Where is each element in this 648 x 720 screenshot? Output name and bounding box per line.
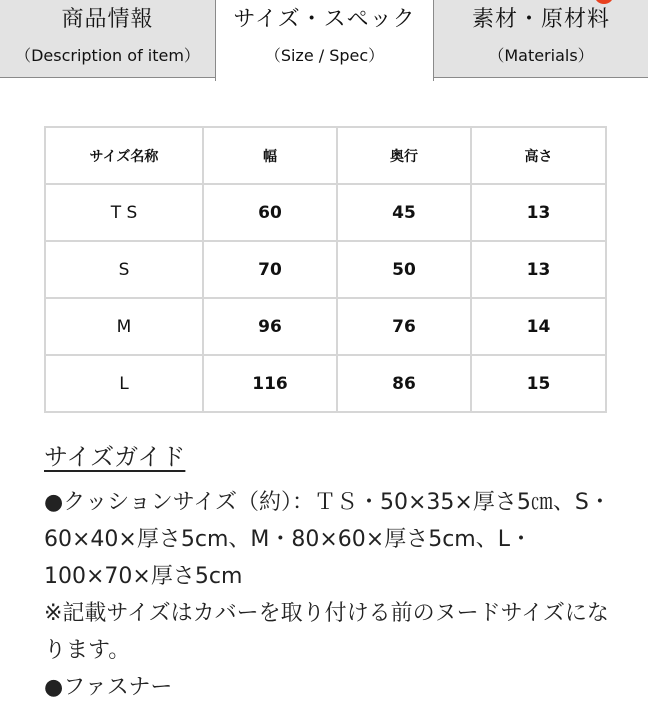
table-row: [45, 355, 606, 412]
size-guide-body: [44, 484, 612, 706]
table-row: [45, 184, 606, 241]
header-height: 高さ: [471, 127, 606, 184]
cell-depth: 76: [337, 298, 471, 355]
tab-size-spec-subtitle: （Size / Spec）: [264, 46, 385, 65]
cell-height: 13: [471, 184, 606, 241]
cell-height: 15: [471, 355, 606, 412]
tab-materials-title: 素材・原材料: [471, 7, 610, 32]
tab-description[interactable]: [0, 0, 216, 78]
cushion-size-text: ●クッションサイズ（約）：ＴＳ・50×35×厚さ5㎝、S・60×40×厚さ5cm、M・80×60×厚さ5cm、L・100×70×厚さ5cm: [44, 490, 611, 589]
cell-size-name: S: [45, 241, 203, 298]
tab-materials-subtitle: （Materials）: [488, 46, 594, 65]
table-row: [45, 241, 606, 298]
cell-height: 14: [471, 298, 606, 355]
header-width: 幅: [203, 127, 337, 184]
notification-badge: [594, 0, 614, 4]
cell-width: 60: [203, 184, 337, 241]
cell-width: 116: [203, 355, 337, 412]
table-header-row: [45, 127, 606, 184]
cell-depth: 50: [337, 241, 471, 298]
size-guide-heading: サイズガイド: [44, 443, 186, 471]
cell-depth: 86: [337, 355, 471, 412]
tab-description-title: 商品情報: [61, 7, 154, 32]
size-table: [44, 126, 607, 413]
cell-size-name: T S: [45, 184, 203, 241]
cell-width: 96: [203, 298, 337, 355]
header-size-name: サイズ名称: [45, 127, 203, 184]
nude-size-note: ※記載サイズはカバーを取り付ける前のヌードサイズになります。: [44, 601, 609, 663]
cell-depth: 45: [337, 184, 471, 241]
header-depth: 奥行: [337, 127, 471, 184]
cell-size-name: L: [45, 355, 203, 412]
tab-description-subtitle: （Description of item）: [15, 46, 200, 65]
tab-bar: [0, 0, 648, 81]
cell-size-name: M: [45, 298, 203, 355]
tab-materials[interactable]: [433, 0, 648, 78]
tab-size-spec-title: サイズ・スペック: [233, 7, 416, 32]
table-row: [45, 298, 606, 355]
fastener-text: ●ファスナー: [44, 675, 173, 700]
tab-size-spec[interactable]: [215, 0, 434, 81]
cell-height: 13: [471, 241, 606, 298]
cell-width: 70: [203, 241, 337, 298]
